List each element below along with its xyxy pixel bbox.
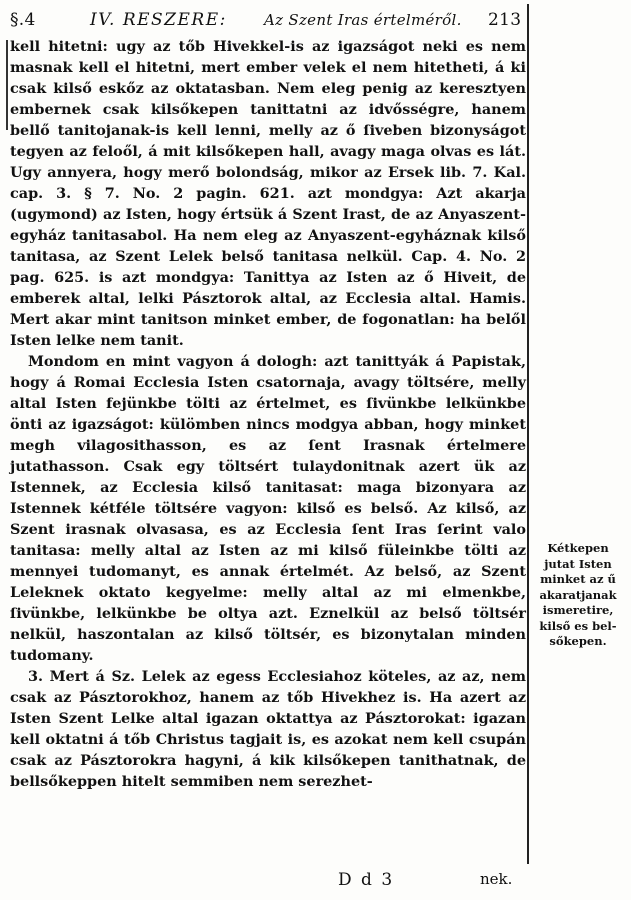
paragraph-continued: kell hitetni: ugy az tőb Hivekkel-is az igazságot neki es nem masnak kell el hitetni, mert ember velek el nem hitetheti, á ki csak kilső eskőz az oktatasban. Nem eleg penig az keresztyen embernek csak kilsőkepen tanittatni az idvősségre, hanem bellő tanitojanak-is kell lenni, melly az ő ſiveben bizonyságot tegyen az feloől, á mit kilsőkepen hall, avagy maga olvas es lát. Ugy annyera, hogy merő bolondság, mikor az Ersek lib. 7. Kal. cap. 3. § 7. No. 2 pagin. 621. azt mondgya: Azt akarja (ugymond) az Isten, hogy értsük á Szent Irast, de az Anyaszent-egyház tanitasabol. Ha nem eleg az Anyaszent-egyháznak kilső tanitasa, az Szent Lelek belső tanitasa nelkül. Cap. 4. No. 2 pag. 625. is azt mondgya: Tanittya az Isten az ő Hiveit, de emberek altal, lelki Pásztorok altal, az Ecclesia altal. Hamis. Mert akar mint tanitson minket ember, de fogonatlan: ha belől Isten lelke nem tanit. <box>10 38 526 349</box>
left-edge-rule <box>6 40 8 130</box>
paragraph-point-3: 3. Mert á Sz. Lelek az egess Ecclesiahoz köteles, az az, nem csak az Pásztorokhoz, hanem az tőb Hivekhez is. Ha azert az Isten Szent Lelke altal igazan oktattya az Pásztorokat: igazan kell oktatni á tőb Christus tagjait is, es azokat nem kell csupán csak az Pásztorokra hagyni, á kik kilsőkepen tanithatnak, de bellsőkeppen hitelt semmiben nem serezhet- <box>10 668 526 790</box>
marginal-note <box>533 541 623 650</box>
margin-note-line: jutat Isten <box>544 556 612 571</box>
margin-note-line: kilső es bel- <box>539 618 617 633</box>
page-footer <box>10 866 526 894</box>
main-text-column <box>10 36 526 792</box>
margin-divider-rule <box>527 4 529 864</box>
page-number: 213 <box>488 10 522 30</box>
margin-note-line: sőkepen. <box>549 634 607 648</box>
margin-note-line: akaratjanak <box>539 587 617 602</box>
section-number: §.4 <box>10 10 36 30</box>
running-title: Az Szent Iras értelméről. <box>264 11 462 29</box>
margin-note-line: ismeretire, <box>542 603 614 617</box>
margin-note-line: Kétkepen <box>547 541 609 555</box>
chapter-label: IV. RESZERE: <box>90 10 227 30</box>
paragraph-mondom: Mondom en mint vagyon á dologh: azt tanittyák á Papistak, hogy á Romai Ecclesia Isten csatornaja, avagy töltsére, melly altal Isten fejünkbe tölti az értelmet, es ſivünkbe lelkünkbe önti az igazságot: külömben nincs modgya abban, hogy minket megh vilagosithasson, es az ſent Irasnak értelmere jutathasson. Csak egy töltsért tulaydonitnak azert ük az Istennek, az Ecclesia kilső tanitasat: maga bizonyara az Istennek kétféle töltsére vagyon: kilső es belső. Az kilső, az Szent irasnak olvasasa, es az Ecclesia ſent Iras ſerint valo tanitasa: melly altal az Isten az mi kilső füleinkbe tölti az mennyei tudomanyt, es annak értelmét. Az belső, az Szent Leleknek oktato kegyelme: melly altal az mi elmenkbe, ſivünkbe, lelkünkbe be oltya azt. Eznelkül az belső töltsér nelkül, haszontalan az kilső töltsér, es bizonytalan minden tudomany. <box>10 353 526 664</box>
catchword: nek. <box>480 870 513 888</box>
signature-mark: D d 3 <box>338 870 395 890</box>
running-header <box>8 4 528 34</box>
margin-note-line: minket az ű <box>540 572 616 586</box>
